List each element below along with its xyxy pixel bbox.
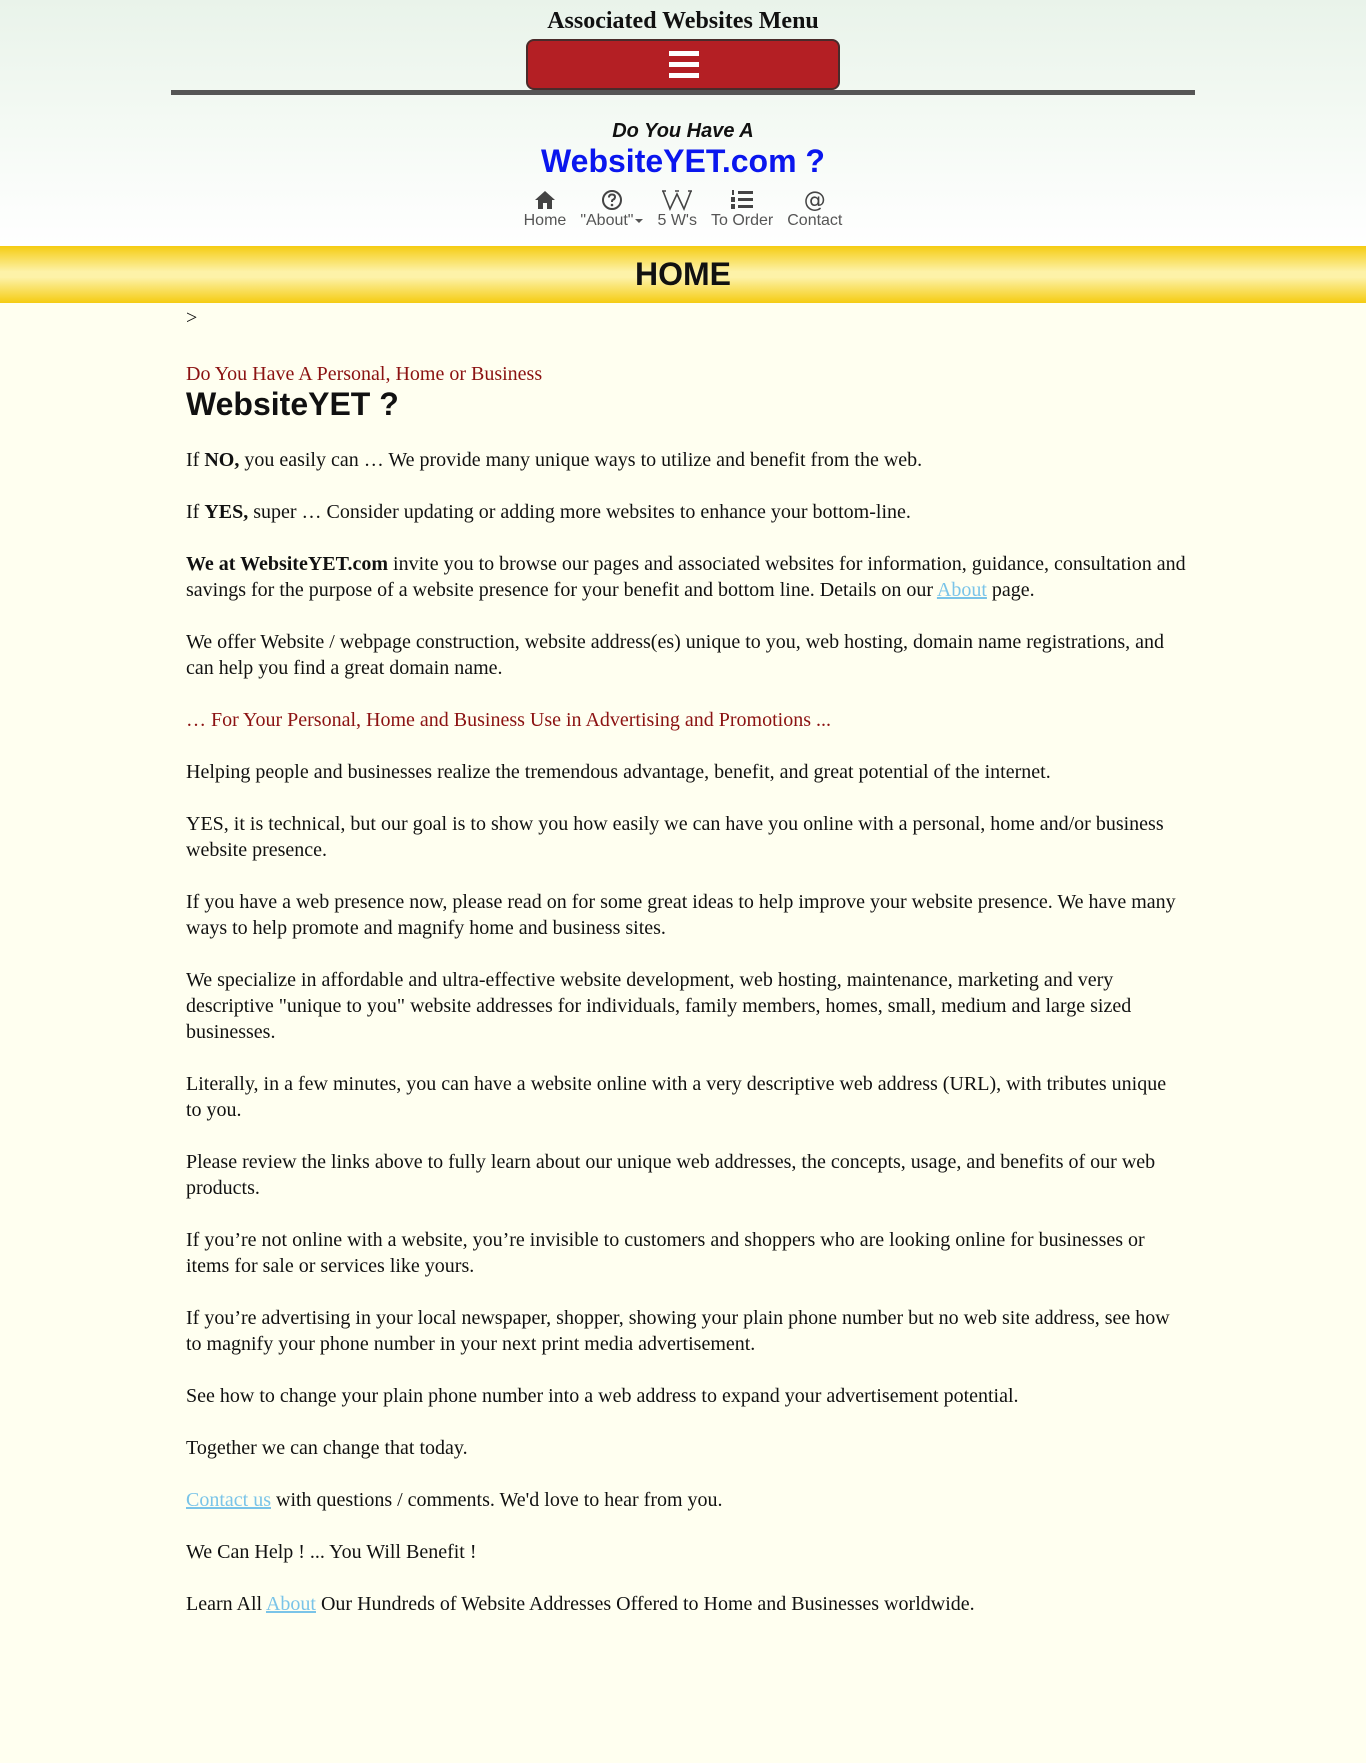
paragraph-learn-all: Learn All About Our Hundreds of Website Addresses Offered to Home and Businesses worldwide.	[186, 1593, 975, 1615]
ordered-list-icon	[730, 188, 754, 212]
paragraph-web-presence: If you have a web presence now, please read on for some great ideas to help improve your website presence. We have many ways to help promote and magnify home and business sites.	[186, 891, 1176, 939]
paragraph-we-can-help: We Can Help ! ... You Will Benefit !	[186, 1541, 477, 1563]
intro-subheading: Do You Have A Personal, Home or Business	[186, 363, 543, 385]
nav-item-to-order[interactable]	[704, 188, 780, 230]
wikipedia-w-icon	[662, 188, 692, 212]
contact-us-link[interactable]: Contact us	[186, 1489, 271, 1511]
question-circle-icon	[601, 188, 623, 212]
page-banner	[0, 246, 1366, 303]
associated-websites-menu-button[interactable]	[526, 39, 840, 90]
nav-item-contact[interactable]	[780, 188, 849, 230]
paragraph-invisible: If you’re not online with a website, you’re invisible to customers and shoppers who are looking online for businesses or items for sale or services like yours.	[186, 1229, 1145, 1277]
paragraph-invite: We at WebsiteYET.com invite you to browse our pages and associated websites for information, guidance, consultation and savings for the purpose of a website presence for your benefit and bottom line. Details on our About page.	[186, 553, 1186, 601]
paragraph-phone-number: See how to change your plain phone number into a web address to expand your advertisement potential.	[186, 1385, 1019, 1407]
breadcrumb: >	[186, 307, 198, 329]
paragraph-literally: Literally, in a few minutes, you can have a website online with a very descriptive web address (URL), with tributes unique to you.	[186, 1073, 1167, 1121]
paragraph-specialize: We specialize in affordable and ultra-effective website development, web hosting, maintenance, marketing and very descriptive "unique to you" website addresses for individuals, family members, homes, small, medium and large sized businesses.	[186, 969, 1132, 1043]
about-link[interactable]: About	[936, 579, 987, 601]
paragraph-review: Please review the links above to fully learn about our unique web addresses, the concepts, usage, and benefits of our web products.	[186, 1151, 1156, 1199]
site-name-link[interactable]: WebsiteYET.com ?	[541, 143, 825, 179]
at-sign-icon: @	[803, 187, 826, 213]
header-divider	[171, 90, 1195, 95]
about-link[interactable]: About	[265, 1593, 316, 1615]
nav-item-label: Contact	[787, 212, 843, 229]
paragraph-yes: If YES, super … Consider updating or adding more websites to enhance your bottom-line.	[186, 501, 911, 523]
nav-item-label: "About"	[580, 212, 634, 229]
paragraph-technical: YES, it is technical, but our goal is to show you how easily we can have you online with a personal, home and/or business website presence.	[186, 813, 1164, 861]
hamburger-icon	[669, 51, 699, 79]
associated-websites-menu-title: Associated Websites Menu	[547, 8, 819, 34]
header-area	[0, 0, 1366, 246]
paragraph-contact: Contact us with questions / comments. We'd love to hear from you.	[186, 1489, 723, 1511]
main-heading: WebsiteYET ?	[186, 386, 399, 422]
home-icon	[534, 188, 556, 212]
nav-item-about[interactable]	[573, 188, 650, 230]
paragraph-together: Together we can change that today.	[186, 1437, 468, 1459]
paragraph-helping: Helping people and businesses realize the tremendous advantage, benefit, and great potential of the internet.	[186, 761, 1051, 783]
tagline: Do You Have A	[612, 120, 754, 142]
paragraph-promotions: … For Your Personal, Home and Business Use in Advertising and Promotions ...	[186, 709, 831, 731]
nav-item-5ws[interactable]	[650, 188, 704, 230]
main-nav	[0, 188, 1366, 230]
paragraph-advertising: If you’re advertising in your local newspaper, shopper, showing your plain phone number but no web site address, see how to magnify your phone number in your next print media advertisement.	[186, 1307, 1170, 1355]
nav-item-label: To Order	[710, 212, 774, 229]
caret-down-icon	[635, 219, 643, 223]
nav-item-label: Home	[523, 212, 567, 229]
paragraph-no: If NO, you easily can … We provide many unique ways to utilize and benefit from the web.	[186, 449, 923, 471]
nav-item-home[interactable]	[517, 188, 574, 230]
page-title: HOME	[635, 256, 731, 292]
nav-item-label: 5 W's	[657, 212, 697, 229]
paragraph-offer: We offer Website / webpage construction, website address(es) unique to you, web hosting, domain name registrations, and can help you find a great domain name.	[186, 631, 1165, 679]
main-content	[186, 303, 1186, 1643]
